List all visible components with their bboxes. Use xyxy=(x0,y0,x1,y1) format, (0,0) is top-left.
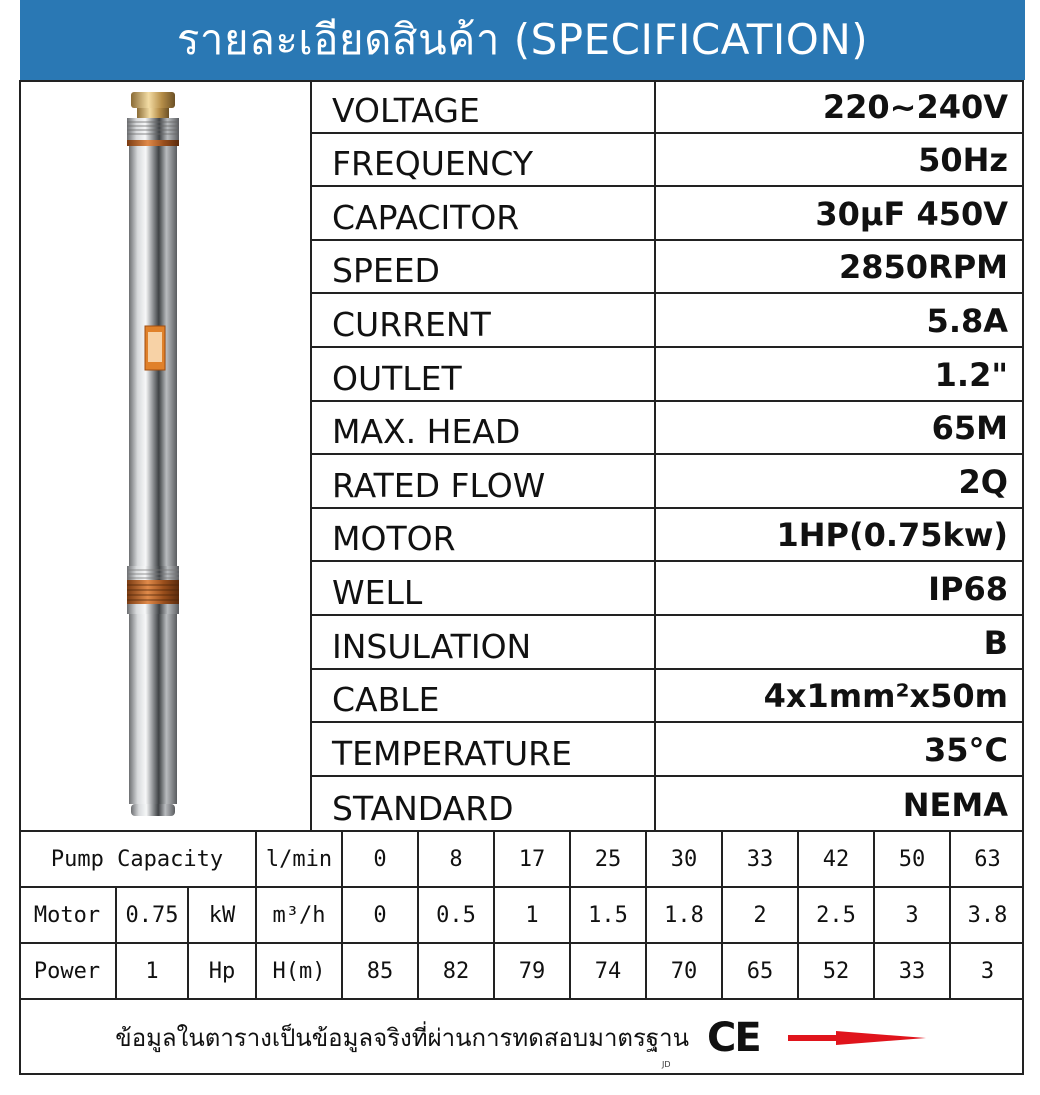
capacity-row-flow-m3h xyxy=(19,888,1024,944)
spec-label: MOTOR xyxy=(332,519,456,559)
spec-row-well xyxy=(312,562,1024,616)
column-divider xyxy=(654,402,656,454)
table-cell: 3 xyxy=(980,958,995,984)
table-cell: 30 xyxy=(647,832,723,886)
unit-cell: l/min xyxy=(257,832,343,886)
table-cell: 70 xyxy=(647,944,723,998)
unit-cell: H(m) xyxy=(257,944,343,998)
column-divider xyxy=(654,777,656,831)
column-divider xyxy=(654,670,656,722)
spec-row-speed xyxy=(312,241,1024,295)
row-label: Pump Capacity xyxy=(19,832,257,886)
table-cell: 1.8 xyxy=(647,888,723,942)
table-cell: 82 xyxy=(419,944,495,998)
spec-value: NEMA xyxy=(902,786,1008,825)
specification-table xyxy=(312,80,1024,830)
product-image-cell xyxy=(19,80,312,830)
column-divider xyxy=(654,80,656,132)
spec-value: 2Q xyxy=(958,462,1008,501)
table-cell: 52 xyxy=(799,944,875,998)
spec-row-capacitor xyxy=(312,187,1024,241)
spec-label: FREQUENCY xyxy=(332,144,534,184)
spec-label: STANDARD xyxy=(332,789,514,829)
footer-note xyxy=(19,1000,1024,1075)
table-cell: 0 xyxy=(343,832,419,886)
spec-label: CURRENT xyxy=(332,304,491,344)
table-cell: 2 xyxy=(723,888,799,942)
unit-cell: m³/h xyxy=(257,888,343,942)
table-cell: 42 xyxy=(799,832,875,886)
table-cell: 3 xyxy=(875,888,951,942)
power-value: 1 xyxy=(117,944,189,998)
spec-label: TEMPERATURE xyxy=(332,733,572,773)
spec-label: RATED FLOW xyxy=(332,465,546,505)
spec-value: 4x1mm²x50m xyxy=(763,677,1008,716)
footer-text: ข้อมูลในตารางเป็นข้อมูลจริงที่ผ่านการทดสอบมาตรฐาน xyxy=(115,1024,690,1052)
table-cell: 25 xyxy=(571,832,647,886)
table-cell: 8 xyxy=(419,832,495,886)
table-cell: 1 xyxy=(495,888,571,942)
red-arrow-icon xyxy=(788,1026,928,1050)
table-cell: 3.8 xyxy=(967,902,1008,928)
spec-value: 30μF 450V xyxy=(815,194,1008,233)
page-title xyxy=(20,0,1025,80)
spec-row-insulation xyxy=(312,616,1024,670)
column-divider xyxy=(654,241,656,293)
table-cell: 65 xyxy=(723,944,799,998)
table-cell: 63 xyxy=(974,846,1001,872)
table-cell: 85 xyxy=(343,944,419,998)
spec-label: SPEED xyxy=(332,251,440,291)
spec-row-motor xyxy=(312,509,1024,563)
table-cell: 74 xyxy=(571,944,647,998)
spec-row-frequency xyxy=(312,134,1024,188)
spec-row-current xyxy=(312,294,1024,348)
table-cell: 50 xyxy=(875,832,951,886)
spec-value: 5.8A xyxy=(926,301,1008,340)
spec-row-outlet xyxy=(312,348,1024,402)
column-divider xyxy=(654,134,656,186)
table-cell: 0 xyxy=(343,888,419,942)
column-divider xyxy=(654,455,656,507)
spec-value: 50Hz xyxy=(918,141,1008,180)
table-cell: 2.5 xyxy=(799,888,875,942)
motor-unit: kW xyxy=(189,888,257,942)
spec-label: CAPACITOR xyxy=(332,197,520,237)
spec-value: B xyxy=(983,623,1008,662)
row-label: Motor xyxy=(19,888,117,942)
power-unit: Hp xyxy=(189,944,257,998)
submersible-pump-image xyxy=(19,80,312,830)
capacity-row-flow-lmin xyxy=(19,832,1024,888)
spec-label: CABLE xyxy=(332,680,440,720)
spec-value: 2850RPM xyxy=(839,248,1008,287)
ce-mark-icon: CE xyxy=(707,1014,760,1061)
table-cell: 0.5 xyxy=(419,888,495,942)
motor-value: 0.75 xyxy=(117,888,189,942)
spec-value: 65M xyxy=(931,409,1008,448)
table-cell: 33 xyxy=(723,832,799,886)
spec-value: 1.2" xyxy=(934,355,1008,394)
table-cell: 33 xyxy=(875,944,951,998)
spec-value: IP68 xyxy=(928,569,1008,608)
spec-row-standard xyxy=(312,777,1024,831)
pump-capacity-table xyxy=(19,830,1024,1000)
spec-row-rated-flow xyxy=(312,455,1024,509)
spec-value: 220~240V xyxy=(822,87,1008,126)
row-label: Power xyxy=(19,944,117,998)
column-divider xyxy=(654,616,656,668)
table-cell: 1.5 xyxy=(571,888,647,942)
spec-value: 1HP(0.75kw) xyxy=(776,516,1008,555)
spec-label: VOLTAGE xyxy=(332,90,480,130)
column-divider xyxy=(654,187,656,239)
column-divider xyxy=(654,723,656,775)
spec-label: WELL xyxy=(332,572,423,612)
capacity-row-head xyxy=(19,944,1024,1000)
page-title-text: รายละเอียดสินค้า (SPECIFICATION) xyxy=(176,15,869,64)
spec-label: MAX. HEAD xyxy=(332,412,521,452)
table-cell: 17 xyxy=(495,832,571,886)
spec-row-temperature xyxy=(312,723,1024,777)
spec-row-voltage xyxy=(312,80,1024,134)
spec-label: INSULATION xyxy=(332,626,532,666)
column-divider xyxy=(654,509,656,561)
table-cell: 79 xyxy=(495,944,571,998)
spec-row-cable xyxy=(312,670,1024,724)
jd-small-mark: JD xyxy=(662,1060,671,1069)
column-divider xyxy=(654,294,656,346)
column-divider xyxy=(654,348,656,400)
column-divider xyxy=(654,562,656,614)
spec-label: OUTLET xyxy=(332,358,462,398)
spec-value: 35°C xyxy=(923,730,1008,769)
spec-row-max-head xyxy=(312,402,1024,456)
